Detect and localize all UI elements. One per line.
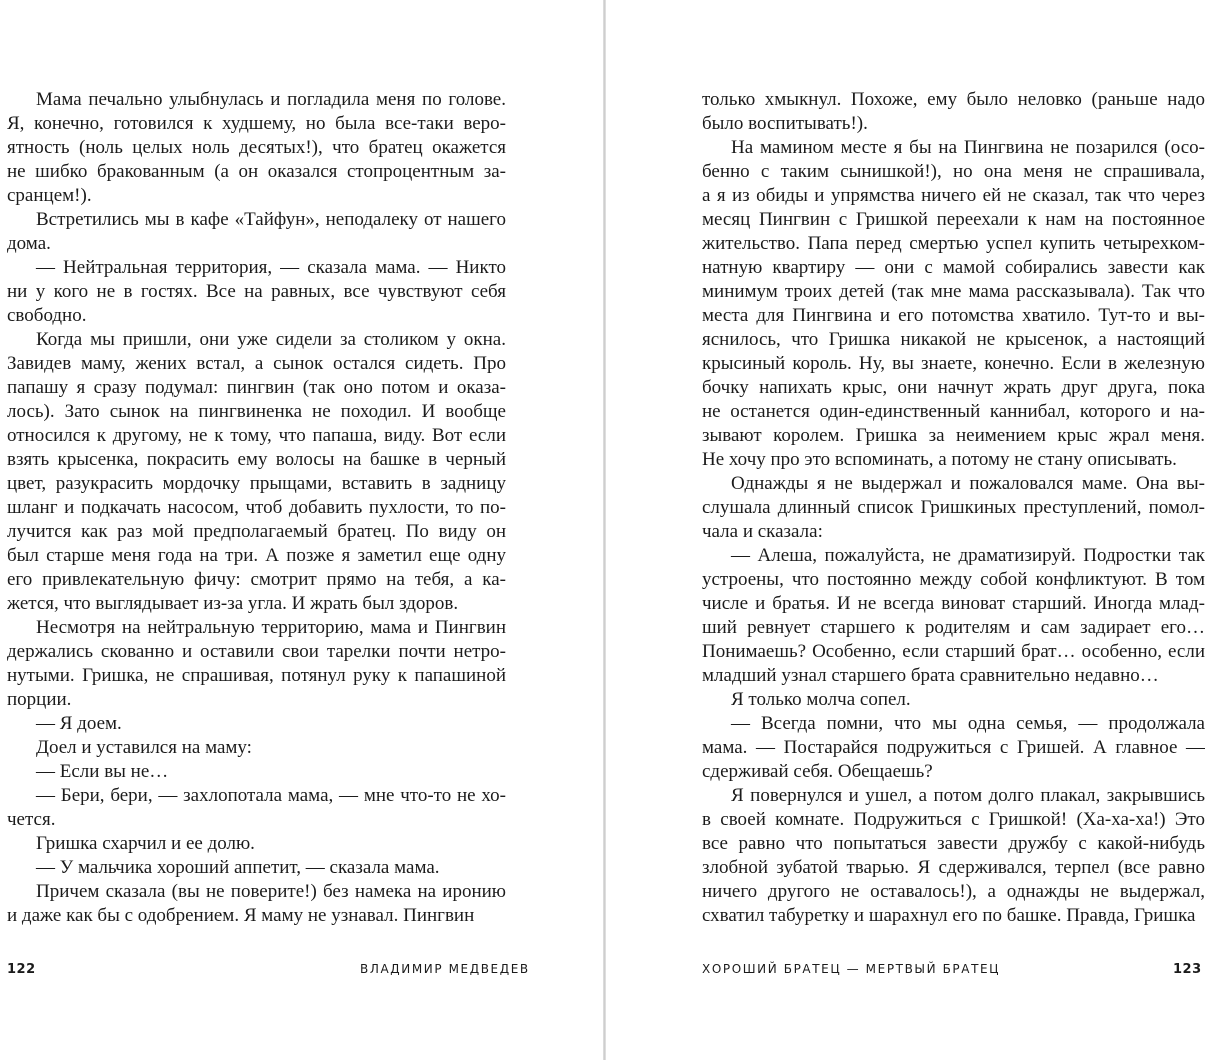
text-line: устроены, что постоянно между собой конфликтуют. В том bbox=[702, 569, 1205, 590]
text-line: шланг и подкачать насосом, чтоб добавить пухлости, то по- bbox=[7, 497, 506, 518]
text-line: — Всегда помни, что мы одна семья, — продолжала bbox=[731, 713, 1205, 734]
text-line: нутыми. Гришка, не спрашивая, потянул руку к папашиной bbox=[7, 665, 506, 686]
text-line: Доел и уставился на маму: bbox=[36, 737, 252, 758]
text-line: Мама печально улыбнулась и погладила меня по голове. bbox=[36, 89, 506, 110]
text-line: лучится как раз мой предполагаемый братец. По виду он bbox=[7, 521, 506, 542]
text-line: Не хочу про это вспоминать, а потому не стану описывать. bbox=[702, 449, 1177, 470]
text-line: цвет, разукрасить мордочку прыщами, вставить в задницу bbox=[7, 473, 506, 494]
text-line: жется, что выглядывает из-за угла. И жрать был здоров. bbox=[7, 593, 459, 614]
text-line: только хмыкнул. Похоже, ему было неловко (раньше надо bbox=[702, 89, 1205, 110]
text-line: жительство. Папа перед смертью успел купить четырехком- bbox=[702, 233, 1205, 254]
text-line: относился к другому, не к тому, что папаша, виду. Вот если bbox=[7, 425, 506, 446]
text-line: бенно с таким сынишкой!), но она меня не спрашивала, bbox=[702, 161, 1205, 182]
text-line: — Бери, бери, — захлопотала мама, — мне что-то не хо- bbox=[36, 785, 506, 806]
text-line: места для Пингвина и его потомства хватило. Тут-то и вы- bbox=[702, 305, 1205, 326]
text-line: лось). Зато сынок на пингвиненка не походил. И вообще bbox=[7, 401, 506, 422]
text-line: чала и сказала: bbox=[702, 521, 823, 542]
text-line: Завидев маму, жених встал, а сынок остался сидеть. Про bbox=[7, 353, 506, 374]
text-line: — Алеша, пожалуйста, не драматизируй. Подростки так bbox=[731, 545, 1205, 566]
text-line: чется. bbox=[7, 809, 56, 830]
left-page bbox=[0, 0, 603, 1060]
text-line: ничего другого не оставалось!), а однажды не выдержал, bbox=[702, 881, 1205, 902]
text-line: младший узнал старшего брата сравнительно недавно… bbox=[702, 665, 1159, 686]
text-line: Я повернулся и ушел, а потом долго плакал, закрывшись bbox=[731, 785, 1205, 806]
text-line: не останется один-единственный каннибал, которого и на- bbox=[702, 401, 1205, 422]
text-line: числе и братья. И не всегда виноват старший. Иногда млад- bbox=[702, 593, 1205, 614]
text-line: — Нейтральная территория, — сказала мама. — Никто bbox=[36, 257, 506, 278]
right-page-number: 123 bbox=[1173, 962, 1202, 977]
text-line: был старше меня года на три. А позже я заметил еще одну bbox=[7, 545, 506, 566]
text-line: месяц Пингвин с Гришкой переехали к нам на постоянное bbox=[702, 209, 1205, 230]
text-line: Несмотря на нейтральную территорию, мама и Пингвин bbox=[36, 617, 506, 638]
text-line: мама. — Постарайся подружиться с Гришей. А главное — bbox=[702, 737, 1205, 758]
right-page-text bbox=[702, 88, 1205, 928]
right-running-head: ХОРОШИЙ БРАТЕЦ — МЕРТВЫЙ БРАТЕЦ bbox=[702, 962, 1001, 976]
text-line: На мамином месте я бы на Пингвина не позарился (осо- bbox=[731, 137, 1205, 158]
text-line: сранцем!). bbox=[7, 185, 92, 206]
text-line: яснилось, что Гришка никакой не крысенок, а настоящий bbox=[702, 329, 1205, 350]
text-line: не шибко бракованным (а он оказался стопроцентным за- bbox=[7, 161, 506, 182]
text-line: Я только молча сопел. bbox=[731, 689, 911, 710]
text-line: держались скованно и оставили свои тарелки почти нетро- bbox=[7, 641, 506, 662]
text-line: свободно. bbox=[7, 305, 87, 326]
text-line: взять крысенка, покрасить ему волосы на башке в черный bbox=[7, 449, 506, 470]
text-line: ятность (ноль целых ноль десятых!), что братец окажется bbox=[7, 137, 506, 158]
text-line: было воспитывать!). bbox=[702, 113, 868, 134]
text-line: ший ревнует старшего к родителям и сам задирает его… bbox=[702, 617, 1205, 638]
left-page-number: 122 bbox=[7, 962, 36, 977]
text-line: слушала длинный список Гришкиных преступлений, помол- bbox=[702, 497, 1205, 518]
text-line: зывают королем. Гришка за неимением крыс жрал меня. bbox=[702, 425, 1205, 446]
text-line: Когда мы пришли, они уже сидели за столиком у окна. bbox=[36, 329, 506, 350]
text-line: Встретились мы в кафе «Тайфун», неподалеку от нашего bbox=[36, 209, 506, 230]
text-line: злобной зубатой тварью. Я сдерживался, терпел (все равно bbox=[702, 857, 1205, 878]
text-line: и даже как бы с одобрением. Я маму не узнавал. Пингвин bbox=[7, 905, 475, 926]
text-line: крысиный король. Ну, вы знаете, конечно. Если в железную bbox=[702, 353, 1205, 374]
text-line: — Если вы не… bbox=[36, 761, 169, 782]
left-page-text bbox=[7, 88, 506, 928]
text-line: его привлекательную фичу: смотрит прямо на тебя, а ка- bbox=[7, 569, 506, 590]
text-line: Однажды я не выдержал и пожаловался маме. Она вы- bbox=[731, 473, 1205, 494]
text-line: бочку напихать крыс, они начнут жрать друг друга, пока bbox=[702, 377, 1205, 398]
left-running-head: ВЛАДИМИР МЕДВЕДЕВ bbox=[360, 962, 530, 976]
text-line: а я из обиды и упрямства ничего ей не сказал, так что через bbox=[702, 185, 1205, 206]
text-line: — Я доем. bbox=[36, 713, 122, 734]
text-line: порции. bbox=[7, 689, 72, 710]
text-line: Причем сказала (вы не поверите!) без намека на иронию bbox=[36, 881, 506, 902]
right-page bbox=[606, 0, 1217, 1060]
text-line: Гришка схарчил и ее долю. bbox=[36, 833, 255, 854]
text-line: схватил табуретку и шарахнул его по башке. Правда, Гришка bbox=[702, 905, 1196, 926]
text-line: Я, конечно, готовился к худшему, но была все-таки веро- bbox=[7, 113, 506, 134]
text-line: ни у кого не в гостях. Все на равных, все чувствуют себя bbox=[7, 281, 506, 302]
text-line: в своей комнате. Подружиться с Гришкой! (Ха-ха-ха!) Это bbox=[702, 809, 1205, 830]
text-line: сдерживай себя. Обещаешь? bbox=[702, 761, 933, 782]
text-line: Понимаешь? Особенно, если старший брат… особенно, если bbox=[702, 641, 1205, 662]
text-line: папашу я сразу подумал: пингвин (так оно потом и оказа- bbox=[7, 377, 506, 398]
text-line: минимум троих детей (так мне мама рассказывала). Так что bbox=[702, 281, 1205, 302]
text-line: все равно что попытаться завести дружбу с какой-нибудь bbox=[702, 833, 1205, 854]
text-line: дома. bbox=[7, 233, 51, 254]
text-line: натную квартиру — они с мамой собирались завести как bbox=[702, 257, 1205, 278]
text-line: — У мальчика хороший аппетит, — сказала мама. bbox=[36, 857, 440, 878]
